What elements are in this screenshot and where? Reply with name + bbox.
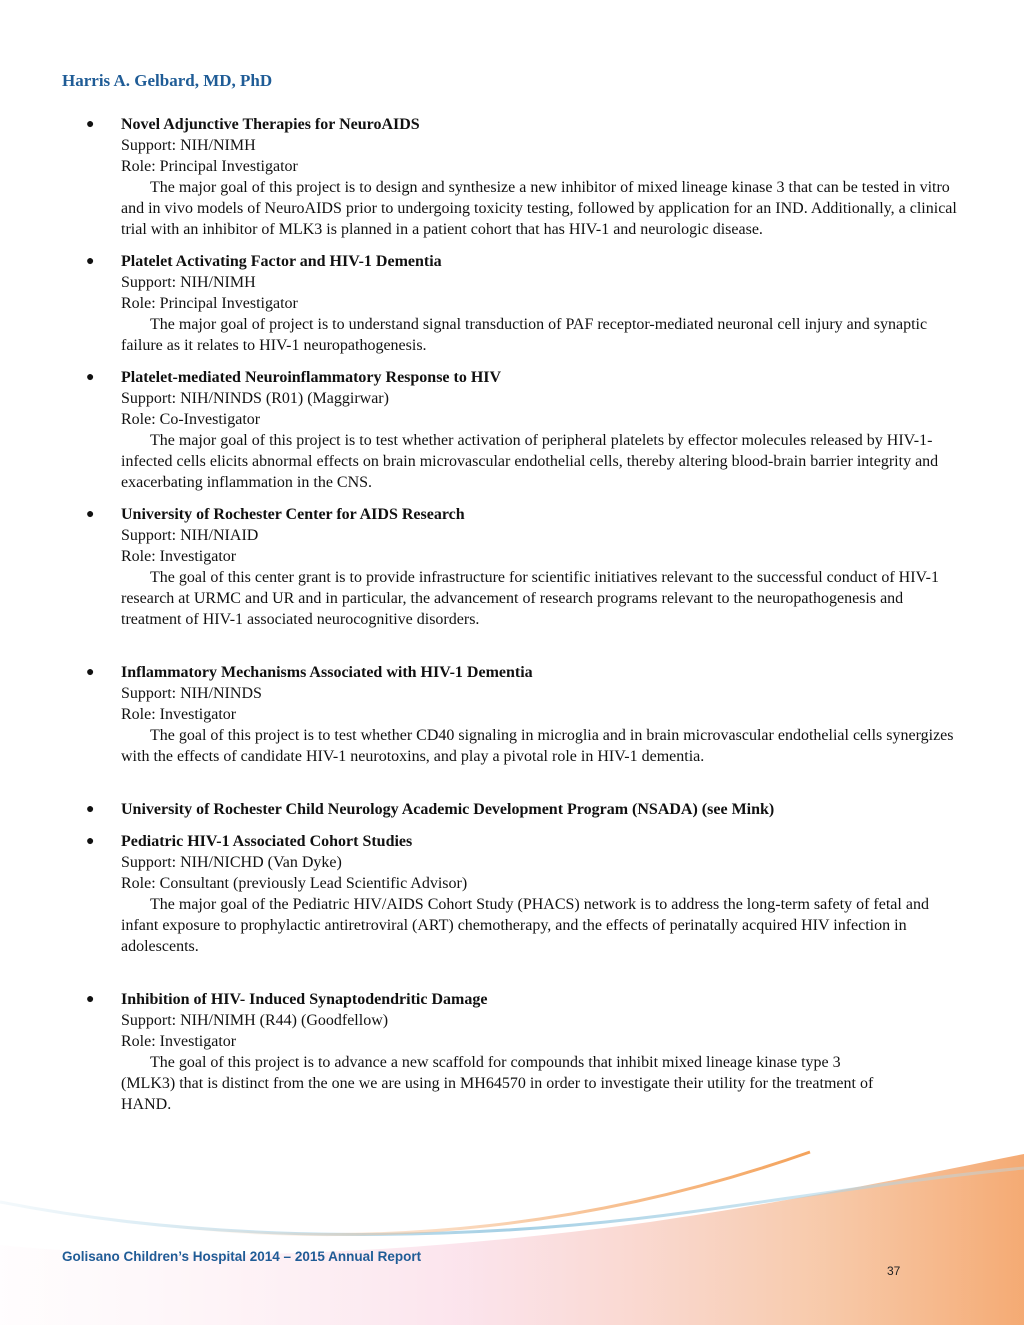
project-title: Novel Adjunctive Therapies for NeuroAIDS bbox=[121, 116, 420, 133]
page-title: Harris A. Gelbard, MD, PhD bbox=[62, 71, 273, 90]
project-support: Support: NIH/NICHD (Van Dyke) bbox=[121, 854, 342, 871]
project-title: University of Rochester Center for AIDS Research bbox=[121, 506, 465, 523]
project-description: The major goal of project is to understand signal transduction of PAF receptor-mediated neuronal cell injury and synaptic failure as it relates to HIV-1 neuropathogenesis. bbox=[121, 316, 928, 354]
bullet-icon: ● bbox=[86, 254, 95, 269]
bullet-icon: ● bbox=[86, 992, 95, 1007]
project-support: Support: NIH/NINDS bbox=[121, 685, 262, 702]
project-role: Role: Principal Investigator bbox=[121, 158, 298, 175]
project-item bbox=[86, 831, 966, 957]
project-support: Support: NIH/NINDS (R01) (Maggirwar) bbox=[121, 390, 389, 407]
project-item bbox=[86, 114, 966, 240]
project-support: Support: NIH/NIMH (R44) (Goodfellow) bbox=[121, 1012, 389, 1029]
project-description: The major goal of this project is to design and synthesize a new inhibitor of mixed lineage kinase 3 that can be tested in vitro and in vivo models of NeuroAIDS prior to undergoing toxicity testing, followed by application for an IND. Additionally, a clinical trial with an inhibitor of MLK3 is planned in a patient cohort that has HIV-1 and neurologic disease. bbox=[121, 179, 957, 238]
bullet-icon: ● bbox=[86, 507, 95, 522]
project-description: The major goal of the Pediatric HIV/AIDS Cohort Study (PHACS) network is to address the long-term safety of fetal and infant exposure to prophylactic antiretroviral (ART) chemotherapy, and the effects of perinatally acquired HIV infection in adolescents. bbox=[121, 896, 929, 955]
bullet-icon: ● bbox=[86, 665, 95, 680]
project-title: Platelet-mediated Neuroinflammatory Response to HIV bbox=[121, 369, 502, 386]
page-number: 37 bbox=[887, 1264, 901, 1278]
project-item bbox=[86, 989, 891, 1115]
pink-wave-band bbox=[0, 1154, 1024, 1325]
bullet-icon: ● bbox=[86, 370, 95, 385]
project-support: Support: NIH/NIAID bbox=[121, 527, 259, 544]
project-title: Pediatric HIV-1 Associated Cohort Studies bbox=[121, 833, 413, 850]
project-title: Inflammatory Mechanisms Associated with HIV-1 Dementia bbox=[121, 664, 533, 681]
project-list bbox=[86, 114, 966, 1115]
bullet-icon: ● bbox=[86, 834, 95, 849]
project-item bbox=[86, 367, 966, 493]
project-role: Role: Investigator bbox=[121, 1033, 237, 1050]
project-item bbox=[86, 504, 966, 630]
project-support: Support: NIH/NIMH bbox=[121, 137, 256, 154]
footer-wave-decoration bbox=[0, 1140, 1024, 1325]
project-role: Role: Investigator bbox=[121, 706, 237, 723]
project-title: Inhibition of HIV- Induced Synaptodendritic Damage bbox=[121, 991, 488, 1008]
project-description: The goal of this center grant is to provide infrastructure for scientific initiatives relevant to the successful conduct of HIV-1 research at URMC and UR and in particular, the advancement of research programs relevant to the neuropathogenesis and treatment of HIV-1 associated neurocognitive disorders. bbox=[121, 569, 939, 628]
project-title: Platelet Activating Factor and HIV-1 Dementia bbox=[121, 253, 442, 270]
bullet-icon: ● bbox=[86, 117, 95, 132]
project-description: The goal of this project is to advance a new scaffold for compounds that inhibit mixed lineage kinase type 3 (MLK3) that is distinct from the one we are using in MH64570 in order to investigate their utility for the treatment of HAND. bbox=[121, 1054, 874, 1113]
project-item bbox=[86, 662, 966, 767]
project-title: University of Rochester Child Neurology Academic Development Program (NSADA) (see Mink) bbox=[121, 801, 775, 818]
project-item bbox=[86, 799, 966, 820]
bullet-icon: ● bbox=[86, 802, 95, 817]
project-support: Support: NIH/NIMH bbox=[121, 274, 256, 291]
project-description: The goal of this project is to test whether CD40 signaling in microglia and in brain microvascular endothelial cells synergizes with the effects of candidate HIV-1 neurotoxins, and play a pivotal role in HIV-1 dementia. bbox=[121, 727, 954, 765]
project-item bbox=[86, 251, 966, 356]
project-description: The major goal of this project is to test whether activation of peripheral platelets by effector molecules released by HIV-1-infected cells elicits abnormal effects on brain microvascular endothelial cells, thereby altering blood-brain barrier integrity and exacerbating inflammation in the CNS. bbox=[121, 432, 939, 491]
footer-report-title: Golisano Children’s Hospital 2014 – 2015 Annual Report bbox=[62, 1249, 422, 1264]
project-role: Role: Co-Investigator bbox=[121, 411, 261, 428]
project-role: Role: Principal Investigator bbox=[121, 295, 298, 312]
project-role: Role: Consultant (previously Lead Scientific Advisor) bbox=[121, 875, 468, 892]
project-role: Role: Investigator bbox=[121, 548, 237, 565]
